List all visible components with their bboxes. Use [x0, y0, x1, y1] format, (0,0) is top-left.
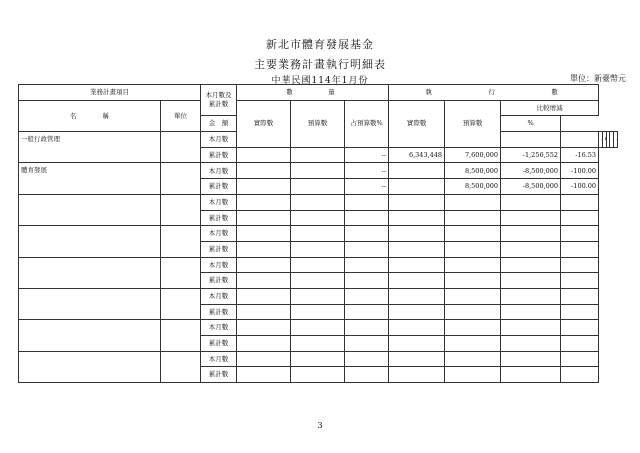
cell-exec-budget	[445, 351, 501, 367]
qty-pct-header: 占預算數%	[345, 100, 389, 147]
cell-qty-budget	[291, 257, 345, 273]
plan-item-name	[19, 194, 161, 225]
cell-pct: -100.00	[561, 179, 599, 195]
cell-qty-pct	[345, 367, 389, 383]
month-label: 本月數	[201, 320, 237, 336]
plan-item-unit	[161, 132, 201, 163]
cell-amount	[501, 320, 561, 336]
qty-actual-header: 實際數	[237, 100, 291, 147]
cell-qty-pct	[345, 226, 389, 242]
cell-pct	[561, 241, 599, 257]
cell-amount	[501, 226, 561, 242]
cell-qty-budget	[291, 147, 345, 163]
cell-pct: -100.00	[561, 163, 599, 179]
cell-exec-budget	[445, 226, 501, 242]
plan-item-unit	[161, 320, 201, 351]
cell-qty-actual	[237, 163, 291, 179]
cell-pct	[614, 132, 618, 148]
cell-qty-pct: --	[345, 147, 389, 163]
cell-amount: -8,500,000	[501, 179, 561, 195]
cell-amount	[501, 367, 561, 383]
cell-exec-budget	[445, 273, 501, 289]
cell-qty-actual	[237, 210, 291, 226]
cell-amount	[501, 304, 561, 320]
cell-exec-actual	[389, 320, 445, 336]
cell-qty-pct	[345, 241, 389, 257]
cell-qty-actual	[237, 179, 291, 195]
cell-qty-budget	[291, 367, 345, 383]
cell-qty-budget	[291, 288, 345, 304]
table-row	[19, 288, 618, 304]
plan-item-unit	[161, 194, 201, 225]
table-row	[19, 351, 618, 367]
cell-amount	[501, 257, 561, 273]
cell-pct	[561, 210, 599, 226]
unit-header: 單位	[161, 100, 201, 131]
cumulative-label: 累計數	[201, 179, 237, 195]
cell-pct	[561, 194, 599, 210]
plan-item-unit	[161, 288, 201, 319]
plan-item-name	[19, 288, 161, 319]
table-row	[19, 320, 618, 336]
cell-qty-actual	[237, 147, 291, 163]
cell-exec-actual	[389, 226, 445, 242]
cumulative-label: 累計數	[201, 210, 237, 226]
cell-exec-budget: 8,500,000	[445, 179, 501, 195]
plan-item-unit	[161, 163, 201, 194]
page-number: 3	[317, 421, 323, 430]
cell-exec-actual	[389, 241, 445, 257]
cell-qty-pct	[345, 304, 389, 320]
cell-amount	[501, 273, 561, 289]
cumulative-label: 累計數	[201, 147, 237, 163]
cumulative-label: 累計數	[201, 336, 237, 352]
cell-amount	[501, 194, 561, 210]
cell-exec-budget	[445, 257, 501, 273]
cell-amount: -1,256,552	[501, 147, 561, 163]
cell-qty-actual	[237, 320, 291, 336]
qty-budget-header: 預算數	[291, 100, 345, 147]
cell-qty-actual	[237, 336, 291, 352]
execution-header: 執 行 數	[389, 85, 599, 101]
cell-qty-pct: --	[345, 163, 389, 179]
cell-qty-pct: --	[345, 179, 389, 195]
cell-qty-budget	[291, 163, 345, 179]
month-cumulative-header: 本月數及累計數	[201, 85, 237, 116]
cell-exec-budget	[445, 241, 501, 257]
plan-item-unit	[161, 257, 201, 288]
cell-qty-actual	[237, 241, 291, 257]
cell-qty-budget	[291, 273, 345, 289]
cell-pct	[561, 367, 599, 383]
cell-pct	[561, 304, 599, 320]
cell-qty-actual	[237, 194, 291, 210]
cell-qty-pct	[345, 257, 389, 273]
plan-item-name	[19, 351, 161, 382]
exec-budget-header: 預算數	[445, 100, 501, 147]
cell-qty-pct	[345, 320, 389, 336]
plan-item-name	[19, 320, 161, 351]
header-row-1	[19, 85, 618, 101]
cell-qty-actual	[501, 132, 561, 148]
cell-qty-pct	[345, 288, 389, 304]
month-label: 本月數	[201, 257, 237, 273]
month-label: 本月數	[201, 226, 237, 242]
org-title: 新北市體育發展基金	[266, 38, 374, 51]
cell-qty-actual	[237, 367, 291, 383]
cell-exec-actual	[389, 179, 445, 195]
header-row-2	[19, 100, 618, 116]
cell-qty-actual	[237, 257, 291, 273]
plan-item-name: 體育發展	[19, 163, 161, 194]
cell-exec-actual	[389, 273, 445, 289]
plan-item-header: 業務計畫項目	[19, 85, 201, 101]
cell-exec-budget	[445, 194, 501, 210]
cell-qty-pct	[345, 336, 389, 352]
cell-amount: -8,500,000	[501, 163, 561, 179]
quantity-header: 數 量	[237, 85, 389, 101]
cell-amount	[501, 241, 561, 257]
table-row	[19, 226, 618, 242]
cumulative-label: 累計數	[201, 273, 237, 289]
plan-item-unit	[161, 226, 201, 257]
cell-exec-actual	[389, 194, 445, 210]
cell-qty-pct	[345, 273, 389, 289]
cell-pct	[561, 257, 599, 273]
cell-exec-actual	[389, 163, 445, 179]
cumulative-label: 累計數	[201, 367, 237, 383]
cell-qty-budget	[291, 194, 345, 210]
month-label: 本月數	[201, 288, 237, 304]
cell-qty-pct	[345, 210, 389, 226]
cell-qty-budget	[291, 179, 345, 195]
cell-qty-budget	[291, 336, 345, 352]
cell-amount	[501, 210, 561, 226]
table-row	[19, 257, 618, 273]
cell-exec-budget	[445, 288, 501, 304]
cell-qty-actual	[237, 226, 291, 242]
cumulative-label: 累計數	[201, 304, 237, 320]
execution-table	[18, 84, 618, 383]
cell-exec-actual	[389, 336, 445, 352]
cell-qty-budget	[291, 241, 345, 257]
cell-pct	[561, 226, 599, 242]
table-row	[19, 194, 618, 210]
amount-header: 金 額	[201, 116, 237, 132]
cell-exec-actual	[389, 351, 445, 367]
cell-qty-budget	[291, 304, 345, 320]
cell-pct	[561, 273, 599, 289]
cell-exec-budget	[445, 367, 501, 383]
cell-exec-budget: 7,600,000	[445, 147, 501, 163]
cell-exec-actual	[389, 288, 445, 304]
cell-amount	[501, 288, 561, 304]
compare-header: 比較增減	[501, 100, 599, 116]
document-title: 主要業務計畫執行明細表	[254, 58, 386, 71]
cell-pct	[561, 336, 599, 352]
cell-exec-actual	[389, 367, 445, 383]
cell-exec-actual: 6,343,448	[389, 147, 445, 163]
cell-qty-budget	[291, 226, 345, 242]
cell-pct	[561, 351, 599, 367]
cell-pct	[561, 288, 599, 304]
cell-exec-actual	[389, 210, 445, 226]
month-label: 本月數	[201, 194, 237, 210]
plan-item-unit	[161, 351, 201, 382]
cell-exec-budget: 8,500,000	[445, 163, 501, 179]
name-header: 名 稱	[19, 100, 161, 131]
cell-exec-budget	[445, 210, 501, 226]
cell-qty-actual	[237, 273, 291, 289]
plan-item-name	[19, 257, 161, 288]
exec-actual-header: 實際數	[389, 100, 445, 147]
cell-exec-actual	[389, 257, 445, 273]
cell-qty-budget	[291, 210, 345, 226]
currency-unit: 單位：新臺幣元	[570, 74, 626, 83]
cell-pct: -16.53	[561, 147, 599, 163]
cell-amount	[501, 351, 561, 367]
cell-qty-budget	[291, 320, 345, 336]
cell-qty-budget	[561, 132, 599, 148]
cell-qty-actual	[237, 288, 291, 304]
cell-qty-budget	[291, 351, 345, 367]
month-label: 本月數	[201, 351, 237, 367]
cell-exec-actual	[389, 304, 445, 320]
plan-item-name: 一般行政管理	[19, 132, 161, 163]
cell-amount	[501, 336, 561, 352]
cumulative-label: 累計數	[201, 241, 237, 257]
month-label: 本月數	[201, 163, 237, 179]
table-row	[19, 163, 618, 179]
cell-exec-budget	[445, 320, 501, 336]
cell-qty-pct	[345, 351, 389, 367]
report-period: 中華民國114年1月份	[271, 76, 369, 86]
cell-pct	[561, 320, 599, 336]
pct-header: %	[501, 116, 561, 132]
cell-qty-pct	[345, 194, 389, 210]
cell-exec-budget	[445, 304, 501, 320]
cell-qty-actual	[237, 304, 291, 320]
cell-qty-actual	[237, 351, 291, 367]
cell-exec-budget	[445, 336, 501, 352]
month-label: 本月數	[201, 132, 237, 148]
plan-item-name	[19, 226, 161, 257]
